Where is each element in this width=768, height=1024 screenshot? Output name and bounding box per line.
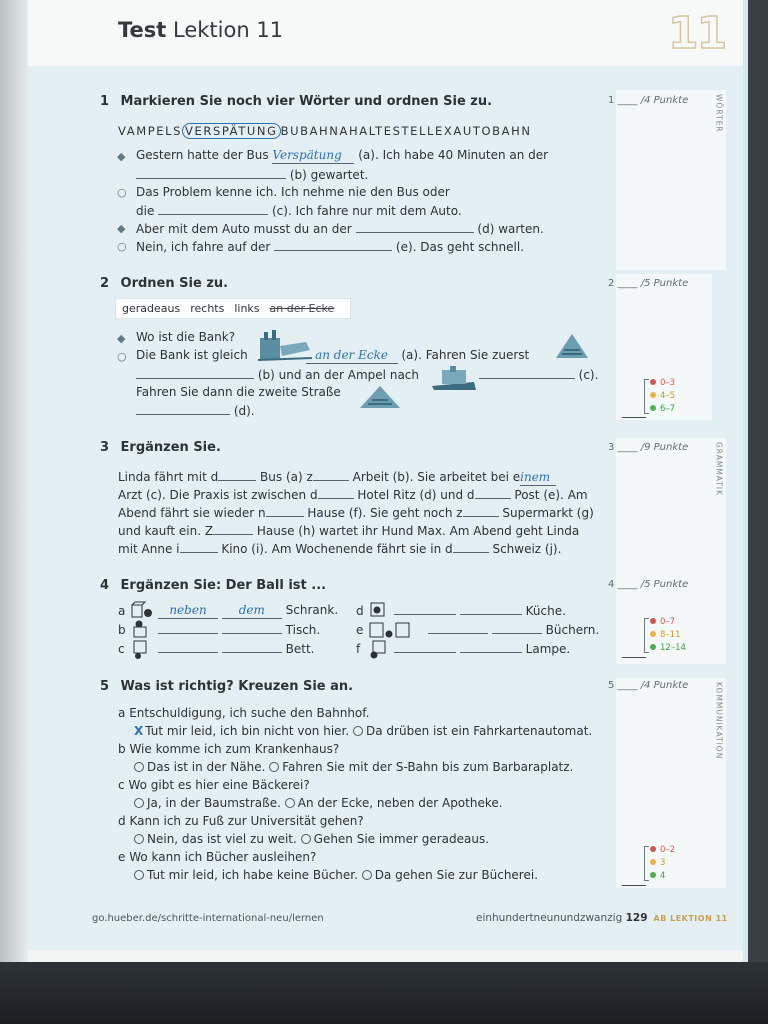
task-5-options-b: Das ist in der Nähe. Fahren Sie mit der S-Bahn bis zum Barbaraplatz. <box>134 760 573 775</box>
bullet-open: ○ <box>117 186 127 199</box>
task-4-heading: 4 Ergänzen Sie: Der Ball ist ... <box>100 578 327 593</box>
score-panel-woerter <box>616 90 712 270</box>
page-title: Test Lektion 11 <box>118 18 284 42</box>
task-4-label-f: f <box>356 642 361 656</box>
task-2-line-2: Die Bank ist gleich an der Ecke (a). Fahren Sie zuerst <box>136 348 530 362</box>
task-5-question-b: b Wie komme ich zum Krankenhaus? <box>118 742 340 756</box>
task-5-question-c: c Wo gibt es hier eine Bäckerei? <box>118 778 310 792</box>
task-1-heading: 1 Markieren Sie noch vier Wörter und ordnen Sie zu. <box>100 94 493 109</box>
score-5: 5 ____ /4 Punkte <box>608 680 689 691</box>
score-4: 4 ____ /5 Punkte <box>608 579 689 590</box>
side-label-woerter: WÖRTER <box>712 90 726 270</box>
cube-ball-icon <box>368 600 390 618</box>
task-5-heading: 5 Was ist richtig? Kreuzen Sie an. <box>100 679 354 694</box>
footer-page-number: einhundertneunundzwanzig 129 AB LEKTION 11 <box>476 912 728 924</box>
task-4-line-a: neben dem Schrank. <box>158 603 338 619</box>
direction-sign-icon <box>552 330 592 362</box>
spine-shadow <box>0 0 28 962</box>
option-radio[interactable] <box>134 762 144 772</box>
task-5-options-c: Ja, in der Baumstraße. An der Ecke, neben der Apotheke. <box>134 796 503 811</box>
task-1-line-2: (b) gewartet. <box>136 167 368 183</box>
page-edge <box>743 0 748 962</box>
cube-ball-icon <box>368 639 390 659</box>
option-radio[interactable] <box>301 834 311 844</box>
task-1-line-1: Gestern hatte der Bus Verspätung (a). Ich habe 40 Minuten an der <box>136 148 549 162</box>
task-5-question-e: e Wo kann ich Bücher ausleihen? <box>118 850 317 864</box>
task-5-question-d: d Kann ich zu Fuß zur Universität gehen? <box>118 814 364 828</box>
task-2-line-5: (d). <box>136 403 255 419</box>
task-5-options-d: Nein, das ist viel zu weit. Gehen Sie immer geradeaus. <box>134 832 489 847</box>
task-4-line-e: Büchern. <box>428 622 599 638</box>
bullet-filled: ◆ <box>117 332 126 345</box>
legend-line-1: ____ <box>622 404 646 418</box>
task-2-heading: 2 Ordnen Sie zu. <box>100 276 229 291</box>
option-radio[interactable] <box>134 834 144 844</box>
task-4-line-c: Bett. <box>158 641 315 657</box>
side-label-kommunikation: KOMMUNIKATION <box>712 678 726 888</box>
handwritten-answer: an der Ecke <box>306 348 398 364</box>
task-5-options-a: X Tut mir leid, ich bin nicht von hier. Da drüben ist ein Fahrkartenautomat. <box>134 724 593 738</box>
task-2-line-4: Fahren Sie dann die zweite Straße <box>136 385 341 399</box>
bullet-filled: ◆ <box>117 222 126 235</box>
scan-background <box>0 962 768 1024</box>
task-4-label-b: b <box>118 623 126 637</box>
footer-url[interactable]: go.hueber.de/schritte-international-neu/lernen <box>92 913 324 924</box>
task-4-label-e: e <box>356 623 364 637</box>
option-radio[interactable] <box>269 762 279 772</box>
task-1-line-6: Nein, ich fahre auf der (e). Das geht schnell. <box>136 240 525 254</box>
lesson-number: 11 <box>668 8 726 59</box>
task-2-line-1: Wo ist die Bank? <box>136 330 236 344</box>
score-1: 1 ____ /4 Punkte <box>608 95 689 106</box>
task-4-line-d: Küche. <box>394 603 566 619</box>
direction-sign-icon <box>430 364 478 392</box>
legend-line-3: ____ <box>622 872 646 886</box>
task-1-line-5: Aber mit dem Auto musst du an der (d) warten. <box>136 222 544 236</box>
side-label-grammatik: GRAMMATIK <box>712 438 726 664</box>
option-radio[interactable] <box>362 870 372 880</box>
score-legend-1: 0–3 4–5 6–7 <box>650 377 675 416</box>
bullet-open: ○ <box>117 350 127 363</box>
task-4-label-d: d <box>356 604 364 618</box>
cube-ball-icon <box>130 620 154 638</box>
bullet-open: ○ <box>117 240 127 253</box>
task-3-line-1: Linda fährt mit d Bus (a) z Arbeit (b). Sie arbeitet bei einem <box>118 469 556 486</box>
direction-sign-icon <box>356 382 404 412</box>
option-radio[interactable] <box>134 798 144 808</box>
word-box: geradeaus rechts links an der Ecke <box>115 298 351 319</box>
task-4-label-c: c <box>118 642 125 656</box>
task-3-line-2: Arzt (c). Die Praxis ist zwischen d Hotel Ritz (d) und d Post (e). Am <box>118 488 588 502</box>
handwritten-answer: Verspätung <box>272 148 354 164</box>
task-4-label-a: a <box>118 604 126 618</box>
task-3-line-3: Abend fährt sie wieder n Hause (f). Sie geht noch z Supermarkt (g) <box>118 506 594 520</box>
task-5-question-a: a Entschuldigung, ich suche den Bahnhof. <box>118 706 370 720</box>
cube-ball-icon <box>130 601 154 619</box>
score-2: 2 ____ /5 Punkte <box>608 278 689 289</box>
legend-line-2: ____ <box>622 644 646 658</box>
option-radio[interactable] <box>285 798 295 808</box>
circled-word: VERSPÄTUNG <box>182 123 281 139</box>
direction-sign-icon <box>256 328 312 364</box>
task-3-heading: 3 Ergänzen Sie. <box>100 440 221 455</box>
option-radio[interactable] <box>353 726 363 736</box>
score-legend-2: 0–7 8–11 12–14 <box>650 616 686 655</box>
option-radio[interactable] <box>134 870 144 880</box>
task-1-line-4: die (c). Ich fahre nur mit dem Auto. <box>136 204 462 218</box>
task-3-line-5: mit Anne i Kino (i). Am Wochenende fährt sie in d Schweiz (j). <box>118 542 562 556</box>
task-4-line-f: Lampe. <box>394 641 570 657</box>
handwritten-answer: inem <box>520 470 556 486</box>
task-3-line-4: und kauft ein. Z Hause (h) wartet ihr Hund Max. Am Abend geht Linda <box>118 524 580 538</box>
cube-ball-icon <box>368 620 424 640</box>
task-5-options-e: Tut mir leid, ich habe keine Bücher. Da gehen Sie zur Bücherei. <box>134 868 538 883</box>
bullet-filled: ◆ <box>117 150 126 163</box>
task-1-line-3: Das Problem kenne ich. Ich nehme nie den Bus oder <box>136 185 450 199</box>
score-legend-3: 0–2 3 4 <box>650 844 675 883</box>
cube-ball-icon <box>130 639 154 659</box>
handwritten-answer: dem <box>222 603 282 619</box>
task-4-line-b: Tisch. <box>158 622 320 638</box>
word-snake: VAMPELS VERSPÄTUNG BUBAHNAHALTESTELLEXAUTOBAHN <box>118 124 532 138</box>
task-2-line-3: (b) und an der Ampel nach (c). <box>136 367 598 383</box>
checked-option[interactable]: X <box>134 724 144 738</box>
handwritten-answer: neben <box>158 603 218 619</box>
score-3: 3 ____ /9 Punkte <box>608 442 689 453</box>
